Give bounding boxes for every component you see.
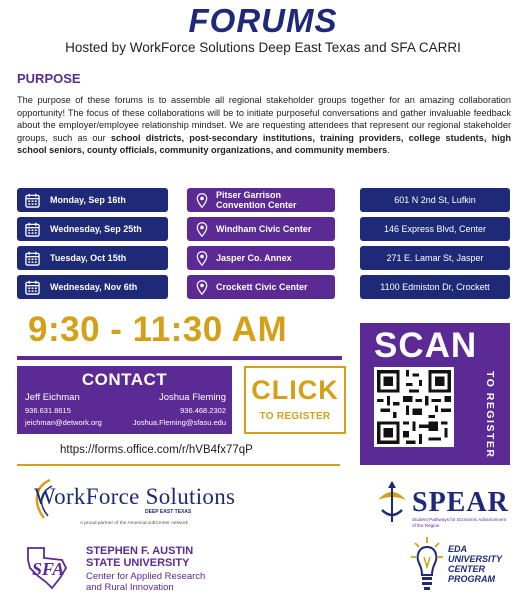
sfa-center-line: and Rural Innovation [86,582,174,593]
contact-name: Jeff Eichman [25,392,80,403]
event-date-pill [17,275,168,299]
workforce-region: DEEP EAST TEXAS [145,509,192,515]
lightbulb-icon [410,535,444,593]
contact-email[interactable]: jeichman@detwork.org [25,418,102,427]
event-time: 9:30 - 11:30 AM [28,310,288,349]
event-date: Wednesday, Sep 25th [50,224,142,234]
event-date: Tuesday, Oct 15th [50,253,127,263]
eda-university-center-logo [448,544,502,584]
purpose-text: The purpose of these forums is to assemble all regional stakeholder groups together for an amazing collaboration opportunity! The focus of these collaborations will be to initiate purposeful conversations and gather invaluable feedback about the employer/employee relationship mindset. We are requesting attendees that represent our regional stakeholder groups, such as our [17,95,511,143]
event-address-pill [360,217,510,241]
spear-logo: SPEAR [412,487,509,518]
event-address-pill [360,275,510,299]
event-venue: Crockett Civic Center [216,282,308,292]
event-address-pill [360,188,510,212]
purpose-text-bold: school districts, post-secondary institutions, training providers, college students, high school seniors, county officials, community organizations, and community members [17,132,511,156]
calendar-icon [25,193,40,208]
spear-crest-icon [374,480,410,524]
event-date: Wednesday, Nov 6th [50,282,138,292]
workforce-partner-note: A proud partner of the AmericanJobCenter network [80,521,188,526]
svg-text:SFA: SFA [32,559,65,579]
contact-heading: CONTACT [81,370,168,389]
workforce-solutions-logo: WorkForce Solutions [34,484,236,509]
calendar-icon [25,222,40,237]
contact-email[interactable]: Joshua.Fleming@sfasu.edu [132,418,226,427]
sfa-name-line: STEPHEN F. AUSTIN [86,545,194,557]
click-label: CLICK [251,375,339,405]
event-address: 1100 Edmiston Dr, Crockett [380,282,490,292]
spear-tagline: Student Pathways for Economic Advancement of the Region [412,517,507,528]
sfa-university-name [86,545,193,569]
to-register-label: TO REGISTER [259,411,331,422]
purpose-paragraph [17,94,511,157]
click-to-register-button[interactable] [244,366,346,434]
event-address: 146 Express Blvd, Center [383,224,487,234]
registration-link[interactable]: https://forms.office.com/r/hVB4fx77qP [60,444,253,456]
eda-line: UNIVERSITY [448,554,503,564]
event-venue: Windham Civic Center [216,224,312,234]
qr-code-icon[interactable] [374,367,454,447]
event-date: Monday, Sep 16th [50,195,126,205]
location-pin-icon [196,280,208,295]
event-date-pill [17,188,168,212]
sfa-texas-logo-icon [22,542,72,592]
event-address: 601 N 2nd St, Lufkin [394,195,476,205]
scan-heading: SCAN [374,326,478,365]
calendar-icon [25,280,40,295]
sfa-name-line: STATE UNIVERSITY [86,557,190,569]
contact-name: Joshua Fleming [158,392,226,403]
eda-line: EDA [448,544,468,554]
contact-phone: 936.631.8615 [25,406,71,415]
eda-line: PROGRAM [448,574,495,584]
event-address-pill [360,246,510,270]
event-address: 271 E. Lamar St, Jasper [386,253,484,263]
page-title: FORUMS [188,2,338,39]
purpose-text-end: . [387,145,390,156]
event-venue-pill [187,188,335,212]
scan-to-register-box [360,323,510,465]
location-pin-icon [196,222,208,237]
location-pin-icon [196,193,208,208]
event-venue: Pitser Garrison Convention Center [216,190,297,210]
calendar-icon [25,251,40,266]
event-venue-pill [187,246,335,270]
divider [17,464,340,466]
event-date-pill [17,246,168,270]
event-date-pill [17,217,168,241]
sfa-center-name [86,571,205,593]
scan-to-register-label: TO REGISTER [484,371,496,459]
divider [17,356,342,360]
contact-phone: 936.468.2302 [180,406,226,415]
contact-box [17,366,232,434]
location-pin-icon [196,251,208,266]
purpose-heading: PURPOSE [17,71,81,86]
eda-line: CENTER [448,564,486,574]
event-venue: Jasper Co. Annex [216,253,292,263]
event-venue-pill [187,217,335,241]
page-subtitle: Hosted by WorkForce Solutions Deep East Texas and SFA CARRI [65,40,461,55]
event-venue-pill [187,275,335,299]
sfa-center-line: Center for Applied Research [86,571,206,582]
